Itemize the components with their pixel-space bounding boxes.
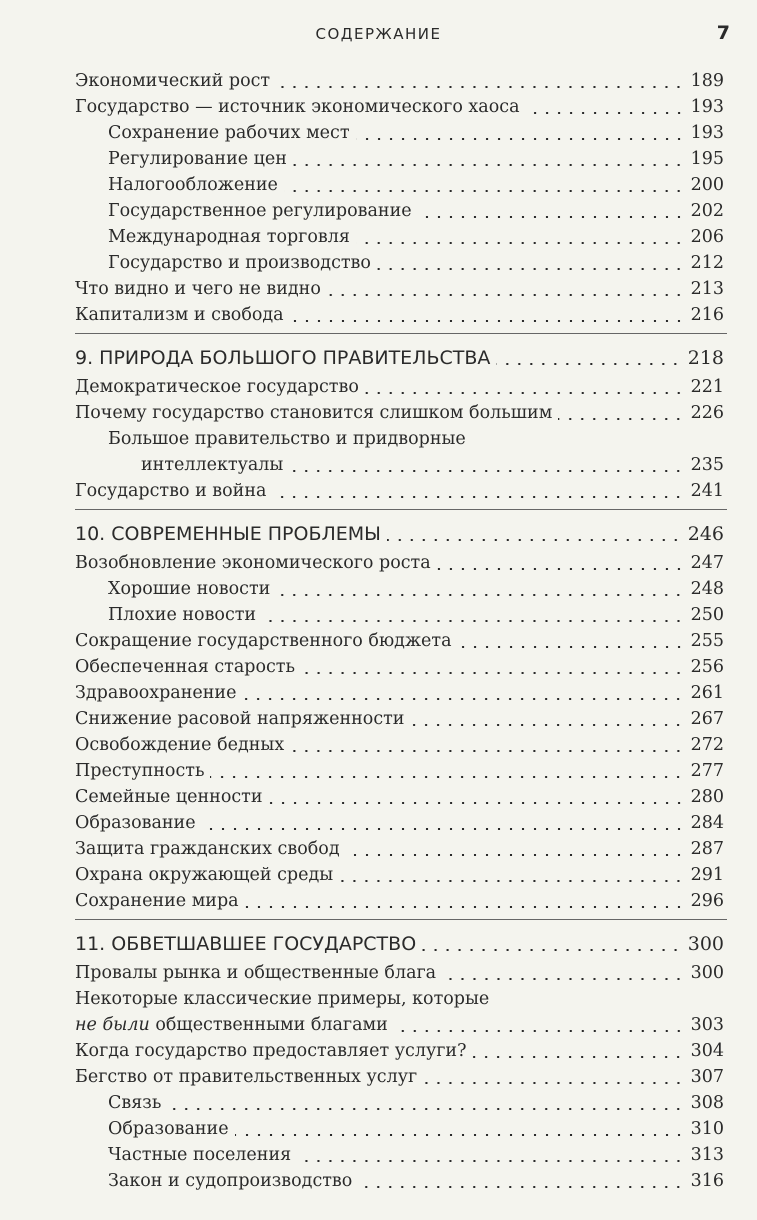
toc-entry-label: Образование xyxy=(75,813,196,833)
toc-chapter xyxy=(0,928,757,960)
running-head xyxy=(0,22,757,46)
toc-entry xyxy=(0,758,757,784)
toc-entry-page: 246 xyxy=(687,523,724,545)
dot-leader xyxy=(442,978,684,980)
toc-entry-label: 11. ОБВЕТШАВШЕЕ ГОСУДАРСТВО xyxy=(75,933,417,955)
dot-leader xyxy=(458,646,685,648)
toc-entry-label: 9. ПРИРОДА БОЛЬШОГО ПРАВИТЕЛЬСТВА xyxy=(75,347,491,369)
toc-entry xyxy=(0,654,757,680)
dot-leader xyxy=(167,1108,684,1110)
toc-entry-page: 280 xyxy=(690,787,724,807)
toc-entry-page: 310 xyxy=(690,1119,724,1139)
toc-entry-label: Преступность xyxy=(75,761,205,781)
dot-leader xyxy=(423,1082,684,1084)
dot-leader xyxy=(242,698,684,700)
chapter-divider xyxy=(75,509,727,510)
dot-leader xyxy=(210,776,684,778)
toc-entry xyxy=(0,706,757,732)
emphasis-text: не были xyxy=(75,1015,150,1035)
toc-chapter xyxy=(0,518,757,550)
toc-entry-page: 261 xyxy=(690,683,724,703)
toc-entry-label: Возобновление экономического роста xyxy=(75,553,431,573)
toc-entry-continuation xyxy=(108,452,724,478)
toc-entry xyxy=(0,1116,757,1142)
toc-entry-page: 296 xyxy=(690,891,724,911)
toc-entry-label: Когда государство предоставляет услуги? xyxy=(75,1041,467,1061)
dot-leader xyxy=(346,854,685,856)
toc-entry xyxy=(0,888,757,914)
toc-entry-page: 300 xyxy=(687,933,724,955)
toc-entry-label: Налогообложение xyxy=(108,175,278,195)
toc-entry-page: 216 xyxy=(690,305,724,325)
toc-entry xyxy=(0,478,757,504)
toc-entry-label: Частные поселения xyxy=(108,1145,292,1165)
toc-entry-page: 241 xyxy=(690,481,724,501)
dot-leader xyxy=(422,949,682,951)
toc-entry-label: Что видно и чего не видно xyxy=(75,279,321,299)
toc-entry-multiline xyxy=(0,986,757,1038)
toc-entry-label: Обеспеченная старость xyxy=(75,657,296,677)
toc-entry xyxy=(0,302,757,328)
toc-entry-page: 255 xyxy=(690,631,724,651)
toc-entry xyxy=(0,960,757,986)
toc-entry-page: 221 xyxy=(690,377,724,397)
dot-leader xyxy=(356,138,685,140)
dot-leader xyxy=(245,906,685,908)
toc-entry xyxy=(0,628,757,654)
dot-leader xyxy=(202,828,685,830)
toc-entry xyxy=(0,680,757,706)
dot-leader xyxy=(297,1160,684,1162)
toc-entry-label: Провалы рынка и общественные блага xyxy=(75,963,437,983)
toc-entry-page: 267 xyxy=(690,709,724,729)
dot-leader xyxy=(276,86,684,88)
toc-entry-label: Плохие новости xyxy=(108,605,257,625)
toc-entry xyxy=(0,1168,757,1194)
dot-leader xyxy=(272,496,684,498)
toc-entry xyxy=(0,400,757,426)
toc-entry-page: 287 xyxy=(690,839,724,859)
dot-leader xyxy=(358,1186,684,1188)
toc-entry xyxy=(0,1038,757,1064)
toc-entry-label: Хорошие новости xyxy=(108,579,271,599)
toc-entry-label: Сохранение рабочих мест xyxy=(108,123,350,143)
toc-entry xyxy=(0,224,757,250)
toc-entry xyxy=(0,250,757,276)
toc-entry xyxy=(0,602,757,628)
toc-entry-page: 284 xyxy=(690,813,724,833)
toc-entry xyxy=(0,576,757,602)
dot-leader xyxy=(262,620,684,622)
toc-entry xyxy=(0,120,757,146)
toc-entry-label: Капитализм и свобода xyxy=(75,305,284,325)
dot-leader xyxy=(558,418,684,420)
dot-leader xyxy=(365,392,685,394)
toc-entry-page: 291 xyxy=(690,865,724,885)
toc-entry-continuation xyxy=(75,1012,724,1038)
toc-entry-page: 212 xyxy=(690,253,724,273)
toc-entry-label: Закон и судопроизводство xyxy=(108,1171,353,1191)
toc-entry-page: 247 xyxy=(690,553,724,573)
toc-entry-label: Бегство от правительственных услуг xyxy=(75,1067,418,1087)
toc-entry-label: Семейные ценности xyxy=(75,787,263,807)
dot-leader xyxy=(356,242,685,244)
toc-entry-page: 218 xyxy=(687,347,724,369)
toc-chapter xyxy=(0,342,757,374)
toc-entry-label: Регулирование цен xyxy=(108,149,287,169)
dot-leader xyxy=(437,568,685,570)
toc-entry-page: 202 xyxy=(690,201,724,221)
dot-leader xyxy=(290,320,685,322)
dot-leader xyxy=(301,672,685,674)
table-of-contents xyxy=(0,68,757,1194)
toc-entry-label-continued xyxy=(75,1012,388,1038)
toc-entry-page: 189 xyxy=(690,71,724,91)
dot-leader xyxy=(387,539,682,541)
toc-entry-label: Демократическое государство xyxy=(75,377,359,397)
toc-entry-page: 226 xyxy=(690,403,724,423)
toc-entry-label: Экономический рост xyxy=(75,71,271,91)
toc-entry xyxy=(0,1142,757,1168)
header-title: СОДЕРЖАНИЕ xyxy=(315,25,442,43)
toc-entry-page: 304 xyxy=(690,1041,724,1061)
toc-entry xyxy=(0,276,757,302)
toc-entry-page: 277 xyxy=(690,761,724,781)
toc-entry xyxy=(0,1090,757,1116)
toc-entry xyxy=(0,836,757,862)
toc-entry xyxy=(0,862,757,888)
toc-entry-label-continued: интеллектуалы xyxy=(141,455,284,475)
chapter-divider xyxy=(75,333,727,334)
dot-leader xyxy=(394,1030,685,1032)
toc-entry-page: 300 xyxy=(690,963,724,983)
toc-entry-label: Сокращение государственного бюджета xyxy=(75,631,452,651)
toc-entry-label: Государственное регулирование xyxy=(108,201,412,221)
dot-leader xyxy=(339,880,684,882)
toc-entry-page: 272 xyxy=(690,735,724,755)
toc-entry xyxy=(0,374,757,400)
toc-entry xyxy=(0,550,757,576)
toc-entry-page: 193 xyxy=(690,123,724,143)
dot-leader xyxy=(269,802,685,804)
toc-entry-label: Образование xyxy=(108,1119,229,1139)
toc-entry xyxy=(0,94,757,120)
toc-entry-page: 308 xyxy=(690,1093,724,1113)
dot-leader xyxy=(293,164,685,166)
toc-entry xyxy=(0,810,757,836)
dot-leader xyxy=(496,363,681,365)
toc-entry xyxy=(0,732,757,758)
toc-entry-page: 256 xyxy=(690,657,724,677)
toc-entry-multiline xyxy=(0,426,757,478)
toc-entry-label: Международная торговля xyxy=(108,227,350,247)
dot-leader xyxy=(410,724,684,726)
toc-entry xyxy=(0,198,757,224)
toc-entry xyxy=(0,784,757,810)
toc-entry-label: Освобождение бедных xyxy=(75,735,285,755)
dot-leader xyxy=(377,268,685,270)
toc-entry-label: Здравоохранение xyxy=(75,683,237,703)
toc-entry-page: 313 xyxy=(690,1145,724,1165)
toc-entry-label: Государство и производство xyxy=(108,253,371,273)
toc-entry-page: 195 xyxy=(690,149,724,169)
toc-entry-page: 250 xyxy=(690,605,724,625)
dot-leader xyxy=(290,750,684,752)
continued-text: общественными благами xyxy=(149,1015,388,1035)
toc-entry xyxy=(0,172,757,198)
toc-entry-label: Государство и война xyxy=(75,481,267,501)
toc-entry-page: 303 xyxy=(690,1015,724,1035)
dot-leader xyxy=(276,594,684,596)
toc-entry-page: 316 xyxy=(690,1171,724,1191)
chapter-divider xyxy=(75,919,727,920)
toc-entry-page: 307 xyxy=(690,1067,724,1087)
dot-leader xyxy=(327,294,685,296)
page-number: 7 xyxy=(716,22,730,44)
toc-entry-page: 248 xyxy=(690,579,724,599)
toc-entry-page: 193 xyxy=(690,97,724,117)
dot-leader xyxy=(418,216,685,218)
toc-entry xyxy=(0,68,757,94)
toc-entry-label: Снижение расовой напряженности xyxy=(75,709,405,729)
toc-entry-label: Связь xyxy=(108,1093,162,1113)
toc-entry-label: Сохранение мира xyxy=(75,891,239,911)
dot-leader xyxy=(235,1134,685,1136)
toc-entry-label: 10. СОВРЕМЕННЫЕ ПРОБЛЕМЫ xyxy=(75,523,381,545)
dot-leader xyxy=(526,112,685,114)
toc-entry-label: Государство — источник экономического хаоса xyxy=(75,97,520,117)
toc-entry-page: 206 xyxy=(690,227,724,247)
toc-entry-page: 235 xyxy=(690,455,724,475)
toc-entry-page: 213 xyxy=(690,279,724,299)
toc-entry-label: Некоторые классические примеры, которые xyxy=(75,989,490,1009)
toc-entry xyxy=(0,1064,757,1090)
toc-entry-label: Охрана окружающей среды xyxy=(75,865,334,885)
dot-leader xyxy=(284,190,685,192)
toc-entry-label: Почему государство становится слишком большим xyxy=(75,403,553,423)
toc-entry-page: 200 xyxy=(690,175,724,195)
dot-leader xyxy=(472,1056,684,1058)
toc-entry xyxy=(0,146,757,172)
dot-leader xyxy=(289,470,684,472)
toc-entry-label: Большое правительство и придворные xyxy=(108,429,466,449)
toc-entry-label: Защита гражданских свобод xyxy=(75,839,340,859)
